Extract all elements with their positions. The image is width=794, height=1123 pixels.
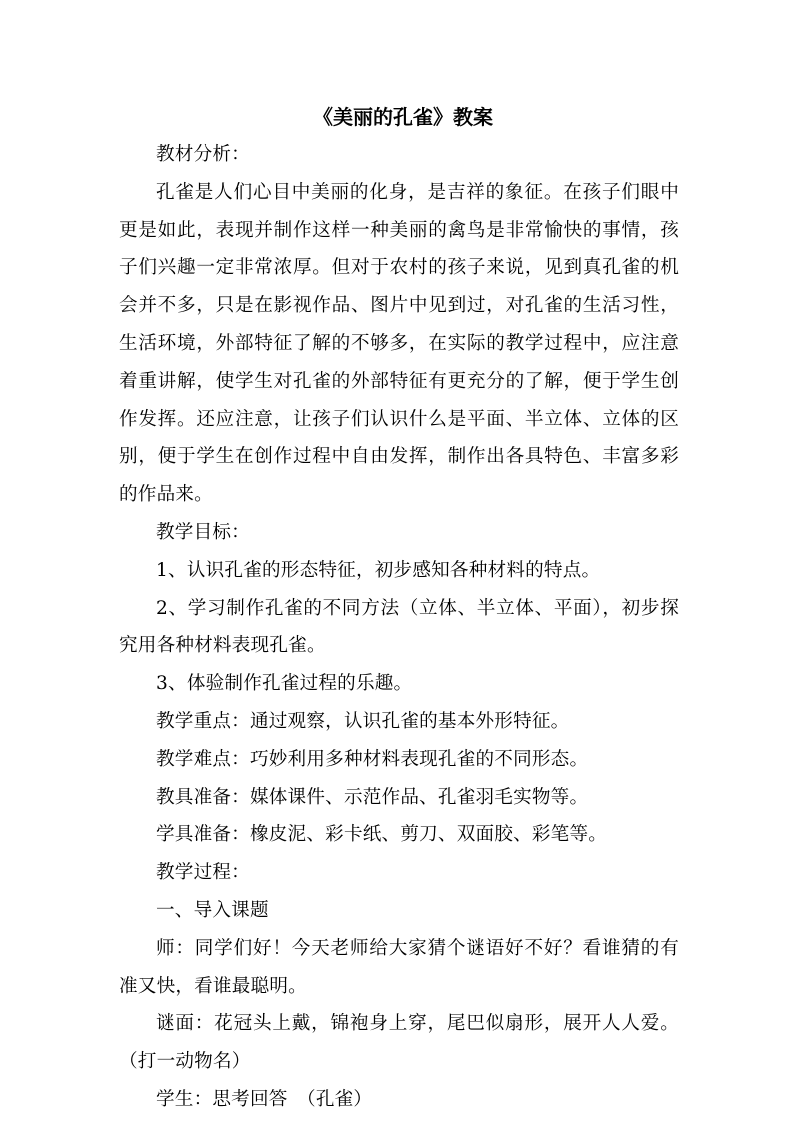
teaching-aids: 教具准备：媒体课件、示范作品、孔雀羽毛实物等。	[156, 786, 589, 808]
teaching-goal-3: 3、体验制作孔雀过程的乐趣。	[156, 673, 413, 695]
riddle-text: 谜面：花冠头上戴，锦袍身上穿，尾巴似扇形，展开人人爱。（打一动物名）	[119, 1013, 679, 1073]
document-page	[119, 98, 679, 1119]
teaching-difficulty: 教学难点：巧妙利用多种材料表现孔雀的不同形态。	[156, 748, 589, 770]
process-step-introduction: 一、导入课题	[156, 899, 269, 921]
teaching-key-point: 教学重点：通过观察，认识孔雀的基本外形特征。	[156, 710, 570, 732]
paragraph-material-analysis: 孔雀是人们心目中美丽的化身，是吉祥的象征。在孩子们眼中更是如此，表现并制作这样一种美丽的禽鸟是非常愉快的事情，孩子们兴趣一定非常浓厚。但对于农村的孩子来说，见到真孔雀的机会并不多，只是在影视作品、图片中见到过，对孔雀的生活习性，生活环境，外部特征了解的不够多，在实际的教学过程中，应注意着重讲解，使学生对孔雀的外部特征有更充分的了解，便于学生创作发挥。还应注意，让孩子们认识什么是平面、半立体、立体的区别，便于学生在创作过程中自由发挥，制作出各具特色、丰富多彩的作品来。	[119, 181, 679, 506]
student-materials: 学具准备：橡皮泥、彩卡纸、剪刀、双面胶、彩笔等。	[156, 824, 608, 846]
section-heading-material-analysis: 教材分析：	[156, 144, 250, 165]
section-heading-teaching-process: 教学过程：	[156, 862, 250, 884]
teacher-dialogue: 师：同学们好！今天老师给大家猜个谜语好不好？看谁猜的有准又快，看谁最聪明。	[119, 937, 679, 997]
teaching-goal-1: 1、认识孔雀的形态特征，初步感知各种材料的特点。	[156, 559, 601, 581]
document-title: 《美丽的孔雀》教案	[313, 105, 493, 129]
section-heading-teaching-goals: 教学目标：	[156, 521, 250, 543]
student-response: 学生：思考回答 （孔雀）	[156, 1088, 373, 1110]
teaching-goal-2: 2、学习制作孔雀的不同方法（立体、半立体、平面），初步探究用各种材料表现孔雀。	[119, 597, 679, 657]
